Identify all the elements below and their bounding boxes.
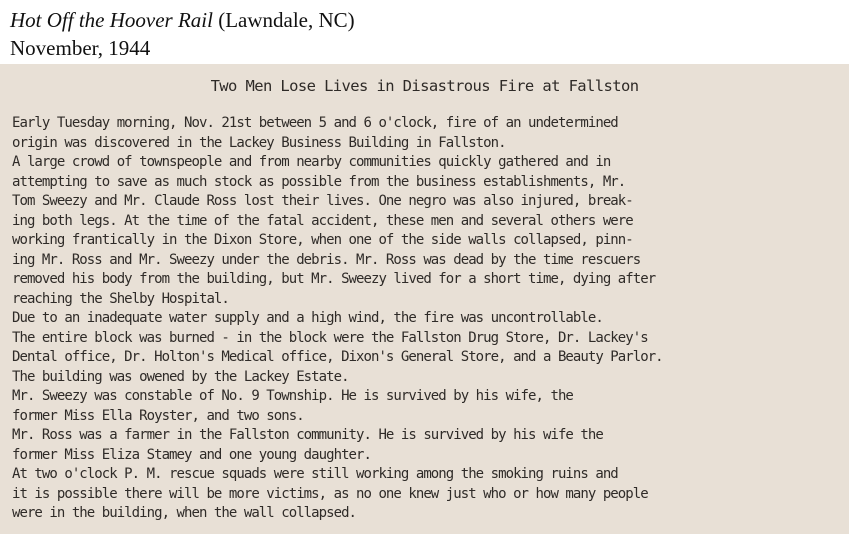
article-line: were in the building, when the wall collapsed. <box>12 505 357 521</box>
article-line: former Miss Eliza Stamey and one young daughter. <box>12 446 371 463</box>
article-body <box>12 114 842 524</box>
article-line: working frantically in the Dixon Store, when one of the side walls collapsed, pinn- <box>12 232 633 248</box>
article-line: removed his body from the building, but Mr. Sweezy lived for a short time, dying after <box>12 271 656 287</box>
article-line: ing Mr. Ross and Mr. Sweezy under the debris. Mr. Ross was dead by the time rescuers <box>12 251 641 268</box>
newspaper-clipping <box>0 64 849 534</box>
article-line: Dental office, Dr. Holton's Medical office, Dixon's General Store, and a Beauty Parlor. <box>12 349 663 365</box>
publication-name: Hot Off the Hoover Rail <box>10 8 213 32</box>
article-line: At two o'clock P. M. rescue squads were still working among the smoking ruins and <box>12 466 618 482</box>
article-line: The building was owened by the Lackey Estate. <box>12 368 349 385</box>
article-line: Mr. Ross was a farmer in the Fallston community. He is survived by his wife the <box>12 427 603 443</box>
article-line: attempting to save as much stock as possible from the business establishments, Mr. <box>12 173 626 190</box>
publication-location: (Lawndale, NC) <box>212 8 355 32</box>
caption-date: November, 1944 <box>10 36 151 60</box>
article-headline: Two Men Lose Lives in Disastrous Fire at Fallston <box>210 77 639 95</box>
article-line: Tom Sweezy and Mr. Claude Ross lost their lives. One negro was also injured, break- <box>12 193 633 209</box>
article-line: A large crowd of townspeople and from nearby communities quickly gathered and in <box>12 154 611 170</box>
article-line: Due to an inadequate water supply and a high wind, the fire was uncontrollable. <box>12 310 603 326</box>
article-line: it is possible there will be more victims, as no one knew just who or how many people <box>12 485 648 502</box>
article-line: Mr. Sweezy was constable of No. 9 Township. He is survived by his wife, the <box>12 388 573 404</box>
article-line: former Miss Ella Royster, and two sons. <box>12 407 304 424</box>
article-line: ing both legs. At the time of the fatal accident, these men and several others were <box>12 212 633 229</box>
image-caption <box>0 0 849 64</box>
article-line: reaching the Shelby Hospital. <box>12 290 229 307</box>
article-line: origin was discovered in the Lackey Business Building in Fallston. <box>12 134 506 151</box>
article-line: The entire block was burned - in the block were the Fallston Drug Store, Dr. Lackey's <box>12 329 648 346</box>
caption-source <box>10 8 355 33</box>
article-line: Early Tuesday morning, Nov. 21st between 5 and 6 o'clock, fire of an undetermined <box>12 115 618 131</box>
